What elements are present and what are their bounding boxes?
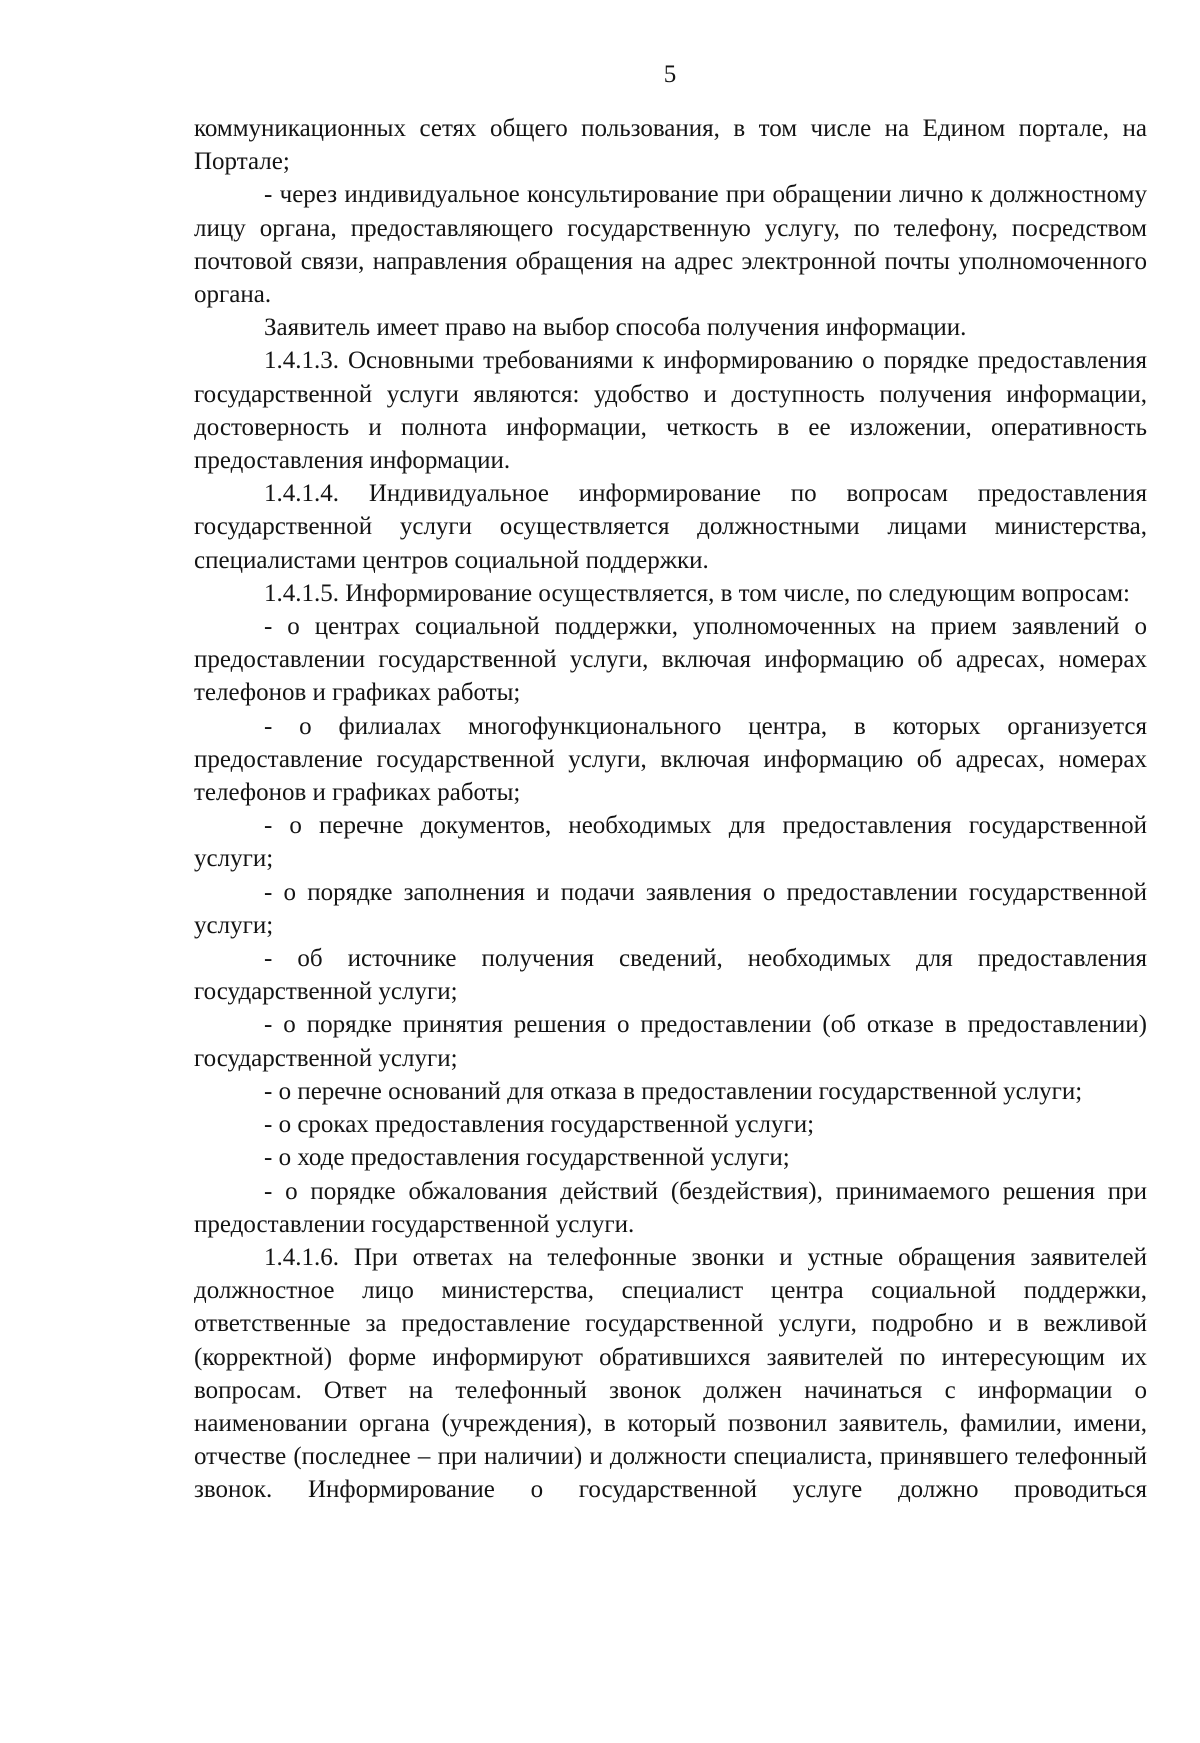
list-item: - о сроках предоставления государственной услуги;	[264, 1111, 815, 1139]
paragraph: коммуникационных сетях общего пользования, в том числе на Едином портале, на Портале;	[194, 115, 1147, 176]
paragraph: - через индивидуальное консультирование при обращении лично к должностному лицу органа, предоставляющего государственную услугу, по телефону, посредством почтовой связи, направления обращения на адрес электронной почты уполномоченного органа.	[194, 181, 1147, 309]
paragraph: 1.4.1.4. Индивидуальное информирование по вопросам предоставления государственной услуги осуществляется должностными лицами министерства, специалистами центров социальной поддержки.	[194, 480, 1147, 574]
paragraph: Заявитель имеет право на выбор способа получения информации.	[264, 314, 967, 342]
document-body	[194, 112, 1147, 1507]
list-item: - о порядке заполнения и подачи заявления о предоставлении государственной услуги;	[194, 878, 1147, 939]
paragraph: 1.4.1.3. Основными требованиями к информированию о порядке предоставления государственной услуги являются: удобство и доступность получения информации, достоверность и полнота информации, четкость в ее изложении, оперативность предоставления информации.	[194, 347, 1147, 475]
paragraph: 1.4.1.6. При ответах на телефонные звонки и устные обращения заявителей должностное лицо министерства, специалист центра социальной поддержки, ответственные за предоставление государственной услуги, подробно и в вежливой (корректной) форме информируют обратившихся заявителей по интересующим их вопросам. Ответ на телефонный звонок должен начинаться с информации о наименовании органа (учреждения), в который позвонил заявитель, фамилии, имени, отчестве (последнее – при наличии) и должности специалиста, принявшего телефонный звонок. Информирование о государственной услуге должно проводиться	[194, 1243, 1147, 1504]
list-item: - об источнике получения сведений, необходимых для предоставления государственной услуги;	[194, 945, 1147, 1006]
list-item: - о центрах социальной поддержки, уполномоченных на прием заявлений о предоставлении государственной услуги, включая информацию об адресах, номерах телефонов и графиках работы;	[194, 613, 1147, 707]
list-item: - о ходе предоставления государственной услуги;	[264, 1144, 790, 1172]
list-item: - о порядке принятия решения о предоставлении (об отказе в предоставлении) государственной услуги;	[194, 1011, 1147, 1072]
list-item: - о перечне документов, необходимых для предоставления государственной услуги;	[194, 812, 1147, 873]
list-item: - о порядке обжалования действий (бездействия), принимаемого решения при предоставлении государственной услуги.	[194, 1177, 1147, 1238]
list-item: - о филиалах многофункционального центра, в которых организуется предоставление государственной услуги, включая информацию об адресах, номерах телефонов и графиках работы;	[194, 712, 1147, 807]
paragraph: 1.4.1.5. Информирование осуществляется, в том числе, по следующим вопросам:	[264, 579, 1130, 607]
list-item: - о перечне оснований для отказа в предоставлении государственной услуги;	[264, 1077, 1083, 1105]
page-number: 5	[663, 61, 677, 88]
